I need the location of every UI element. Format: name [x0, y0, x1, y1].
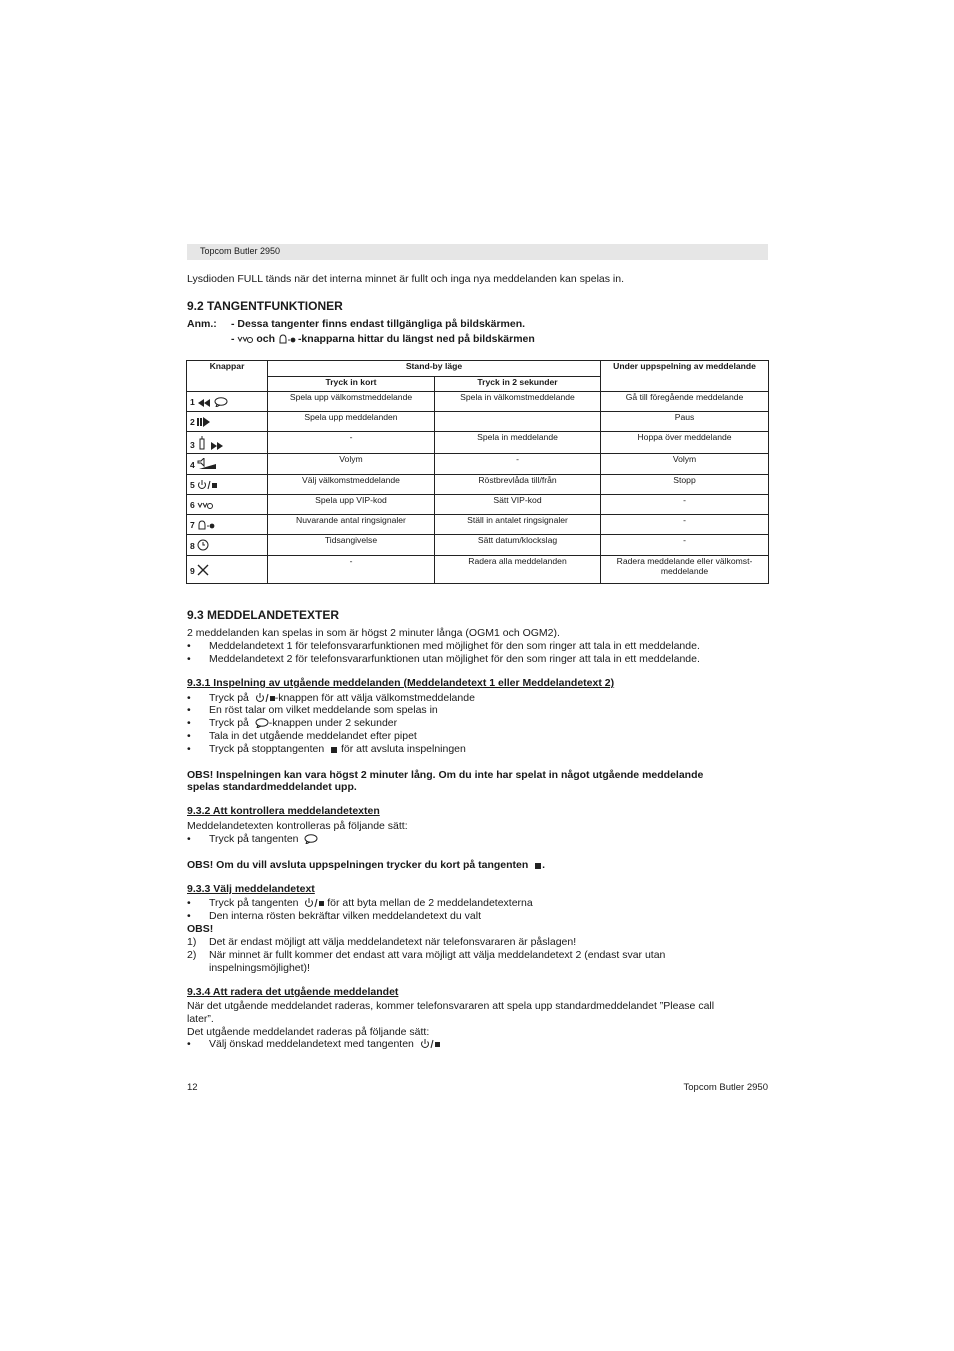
bullet: •: [187, 653, 191, 665]
section-9-3-title: 9.3 MEDDELANDETEXTER: [187, 608, 340, 622]
s931-obs-line-1: OBS! Inspelningen kan vara högst 2 minuter lång. Om du inte har spelat in något utgående meddelande: [187, 769, 704, 781]
s933-obs: OBS!: [187, 923, 214, 935]
s93-bullet-2: Meddelandetext 2 för telefonsvararfunktionen utan möjlighet för den som ringer att tala in ett meddelande.: [209, 653, 700, 665]
bullet: •: [187, 717, 191, 729]
microphone-icon: [197, 436, 207, 450]
power-stop-icon: [255, 693, 275, 703]
bullet: •: [187, 743, 191, 755]
col-header-standby: Stand-by läge: [268, 361, 601, 377]
s933-num-2: 2): [187, 949, 197, 961]
s933-item-2b: inspelningsmöjlighet)!: [209, 962, 310, 974]
bullet: •: [187, 640, 191, 652]
s933-item-1: Det är endast möjligt att välja meddelandetext när telefonsvararen är påslagen!: [209, 936, 577, 948]
bullet: •: [187, 1038, 191, 1050]
delete-x-icon: [197, 564, 209, 576]
ring-count-icon: [197, 520, 217, 530]
speech-bubble-icon: [255, 718, 269, 728]
section-9-3-3-title: 9.3.3 Välj meddelandetext: [187, 883, 315, 895]
section-9-2-title: 9.2 TANGENTFUNKTIONER: [187, 299, 343, 313]
note-2-och: och: [256, 333, 276, 345]
clock-icon: [197, 539, 209, 551]
note-1: - Dessa tangenter finns endast tillgängliga på bildskärmen.: [231, 318, 526, 330]
s933-bullet-1: Tryck på tangenten för att byta mellan de 2 meddelandetexterna: [209, 897, 533, 909]
ring-count-icon: [278, 334, 298, 344]
s933-item-2a: När minnet är fullt kommer det endast att vara möjligt att välja meddelandetext 2 (endast svar utan: [209, 949, 666, 961]
stop-icon: [534, 862, 542, 870]
s931-obs-line-2: spelas standardmeddelandet upp.: [187, 781, 357, 793]
s932-bullet-1: Tryck på tangenten: [209, 833, 318, 846]
s933-bullet-2: Den interna rösten bekräftar vilken meddelandetext du valt: [209, 910, 481, 922]
table-row: 5 Välj välkomstmeddelande Röstbrevlåda till/från Stopp: [187, 475, 769, 495]
bullet: •: [187, 730, 191, 742]
section-9-3-2-title: 9.3.2 Att kontrollera meddelandetexten: [187, 805, 380, 817]
note-label: Anm.:: [187, 318, 217, 330]
section-9-3-1-title: 9.3.1 Inspelning av utgående meddelanden (Meddelandetext 1 eller Meddelandetext 2): [187, 677, 615, 689]
col-header-long: Tryck in 2 sekunder: [435, 377, 601, 392]
s931-bullet-3: Tryck på -knappen under 2 sekunder: [209, 717, 398, 729]
key-function-table: [186, 360, 769, 584]
table-row: 7 Nuvarande antal ringsignaler Ställ in antalet ringsignaler -: [187, 515, 769, 535]
table-row: 1 Spela upp välkomstmeddelande Spela in välkomstmeddelande Gå till föregående meddelande: [187, 392, 769, 412]
table-row: 4 Volym - Volym: [187, 454, 769, 475]
s931-bullet-4: Tala in det utgående meddelandet efter pipet: [209, 730, 417, 742]
header-title: Topcom Butler 2950: [200, 246, 281, 256]
table-row: 8 Tidsangivelse Sätt datum/klockslag -: [187, 535, 769, 556]
s932-paragraph: Meddelandetexten kontrolleras på följande sätt:: [187, 820, 408, 832]
bullet: •: [187, 897, 191, 909]
power-stop-icon: [197, 480, 217, 490]
speech-bubble-icon: [304, 834, 318, 844]
play-pause-icon: [197, 417, 211, 427]
s93-paragraph: 2 meddelanden kan spelas in som är högst 2 minuter långa (OGM1 och OGM2).: [187, 627, 560, 639]
s934-paragraph-1b: later”.: [187, 1013, 214, 1025]
table-row: 3 - Spela in meddelande Hoppa över meddelande: [187, 432, 769, 454]
page-number: 12: [187, 1082, 198, 1093]
table-row: 2 Spela upp meddelanden Paus: [187, 412, 769, 432]
s931-bullet-5: Tryck på stopptangenten för att avsluta inspelningen: [209, 743, 466, 755]
s931-bullet-1: Tryck på -knappen för att välja välkomstmeddelande: [209, 692, 475, 704]
note-2-rest: -knapparna hittar du längst ned på bildskärmen: [297, 333, 535, 345]
fast-forward-icon: [210, 442, 224, 450]
s934-paragraph-2: Det utgående meddelandet raderas på följande sätt:: [187, 1026, 430, 1038]
s931-bullet-2: En röst talar om vilket meddelande som spelas in: [209, 704, 438, 716]
power-stop-icon: [420, 1039, 440, 1049]
bullet: •: [187, 692, 191, 704]
table-row: 6 Spela upp VIP-kod Sätt VIP-kod -: [187, 495, 769, 515]
rewind-icon: [197, 399, 211, 407]
s934-paragraph-1a: När det utgående meddelandet raderas, kommer telefonsvararen att spela upp standardmeddelandet ”Please call: [187, 1000, 715, 1012]
section-9-3-4-title: 9.3.4 Att radera det utgående meddelandet: [187, 986, 399, 998]
stop-icon: [330, 746, 338, 754]
note-2-dash: -: [231, 333, 235, 345]
col-header-keys: Knappar: [187, 361, 268, 392]
intro-text: Lysdioden FULL tänds när det interna minnet är fullt och inga nya meddelanden kan spelas in.: [187, 273, 624, 285]
col-header-playback: Under uppspelning av meddelande: [601, 361, 769, 392]
s93-bullet-1: Meddelandetext 1 för telefonsvararfunktionen med möjlighet för den som ringer att tala in ett meddelande.: [209, 640, 700, 652]
vip-key-icon: [197, 500, 213, 510]
vip-key-icon: [237, 334, 253, 344]
col-header-short: Tryck in kort: [268, 377, 435, 392]
speech-bubble-icon: [214, 397, 228, 407]
table-row: 9 - Radera alla meddelanden Radera meddelande eller välkomst-meddelande: [187, 556, 769, 584]
bullet: •: [187, 704, 191, 716]
volume-icon: [197, 458, 217, 470]
s933-num-1: 1): [187, 936, 197, 948]
power-stop-icon: [304, 898, 324, 908]
s932-obs: OBS! Om du vill avsluta uppspelningen trycker du kort på tangenten .: [187, 859, 546, 871]
bullet: •: [187, 910, 191, 922]
header-bar: [187, 244, 768, 260]
note-2: [231, 333, 535, 346]
footer-title: Topcom Butler 2950: [683, 1082, 768, 1093]
s934-bullet-1: Välj önskad meddelandetext med tangenten: [209, 1038, 440, 1051]
bullet: •: [187, 833, 191, 845]
